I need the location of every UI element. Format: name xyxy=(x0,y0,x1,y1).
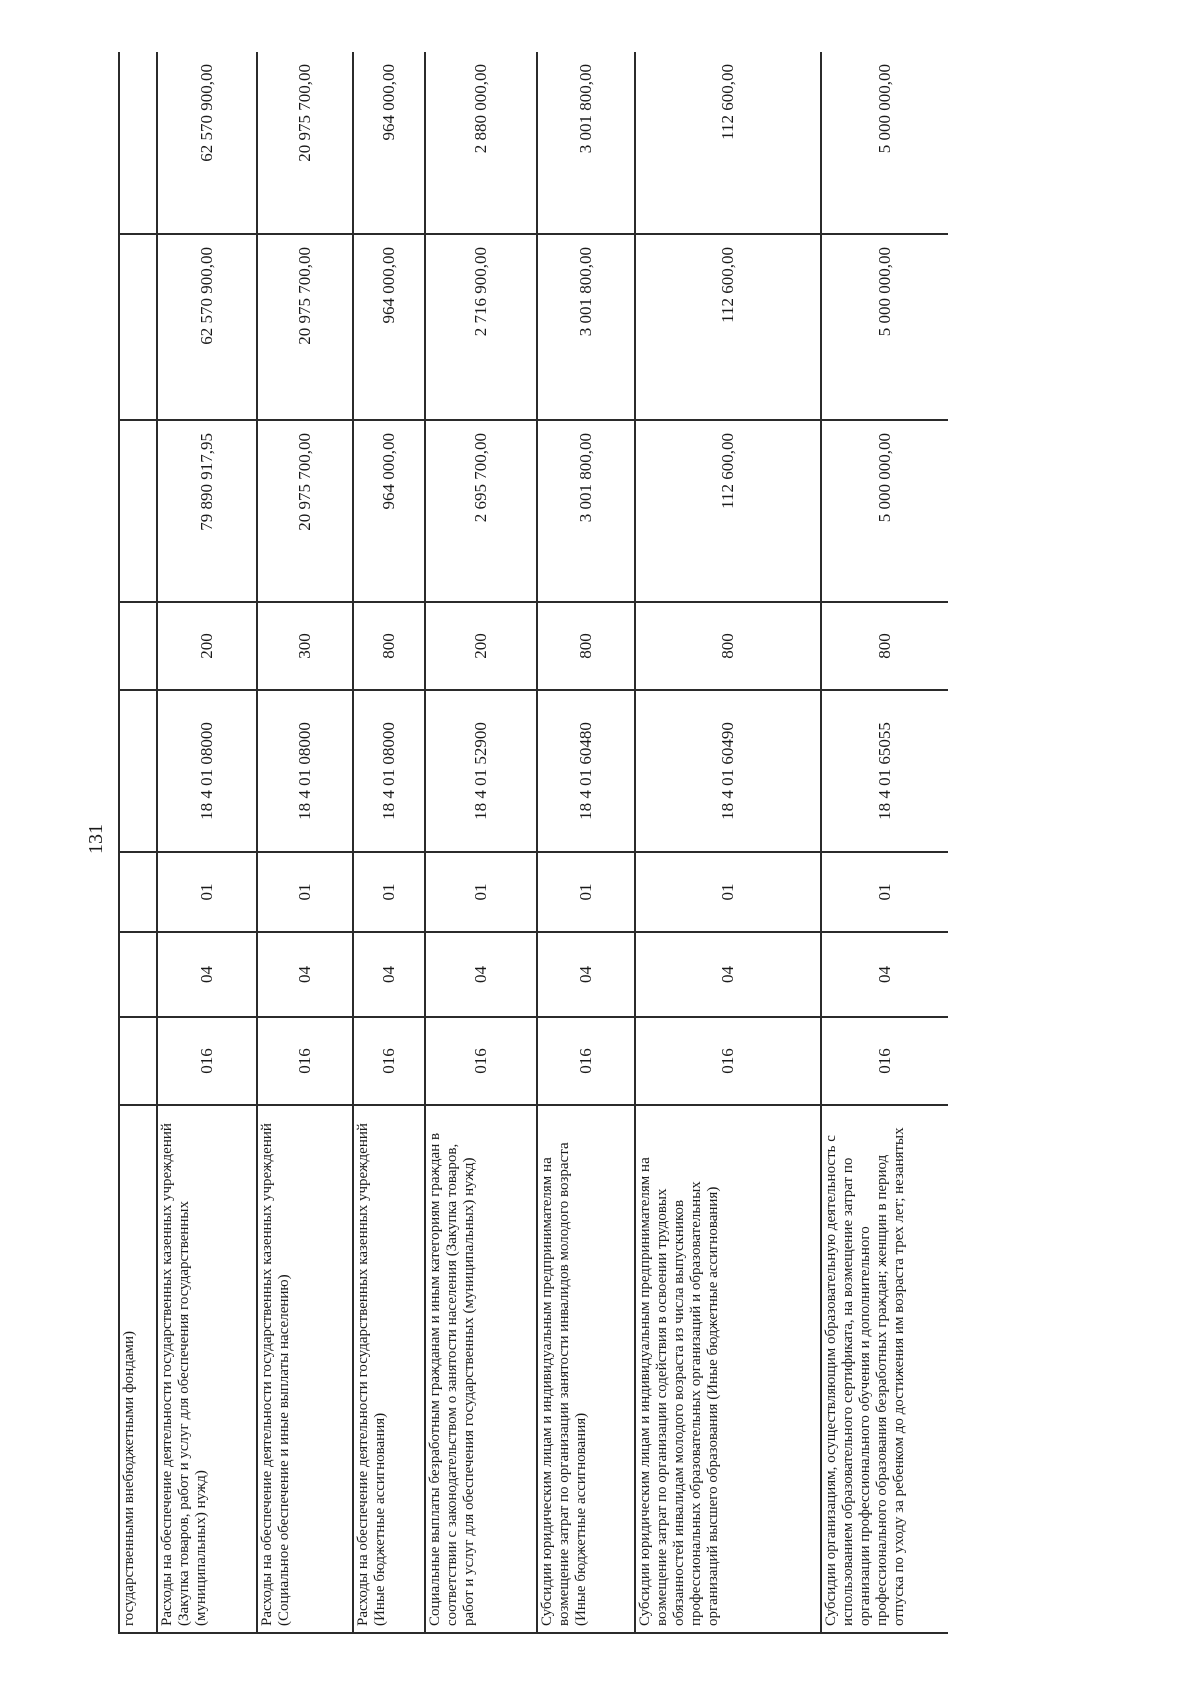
cell-grbs: 016 xyxy=(537,1017,635,1105)
row-name: Социальные выплаты безработным гражданам и иным категориям граждан в соответствии с законодательством о занятости населения (Закупка товаров, работ и услуг для обеспечения государственных (муниципальных) нужд) xyxy=(425,1105,537,1633)
budget-table-rotated xyxy=(118,52,948,1634)
cell-amount-1 xyxy=(119,420,157,602)
cell-razdel: 04 xyxy=(821,932,948,1017)
cell-expense-type: 800 xyxy=(353,602,425,690)
row-name: Расходы на обеспечение деятельности государственных казенных учреждений (Социальное обеспечение и иные выплаты населению) xyxy=(257,1105,353,1633)
cell-amount-1: 3 001 800,00 xyxy=(537,420,635,602)
cell-amount-3 xyxy=(119,52,157,234)
cell-amount-2: 5 000 000,00 xyxy=(821,234,948,420)
cell-razdel: 04 xyxy=(537,932,635,1017)
cell-podrazdel: 01 xyxy=(821,852,948,932)
cell-amount-2: 2 716 900,00 xyxy=(425,234,537,420)
table-row xyxy=(821,52,948,1633)
cell-razdel: 04 xyxy=(425,932,537,1017)
table-row xyxy=(353,52,425,1633)
cell-target-article: 18 4 01 60490 xyxy=(635,690,821,852)
cell-amount-1: 112 600,00 xyxy=(635,420,821,602)
cell-amount-1: 2 695 700,00 xyxy=(425,420,537,602)
cell-target-article xyxy=(119,690,157,852)
row-name: Субсидии юридическим лицам и индивидуальным предпринимателям на возмещение затрат по организации содействия в освоении трудовых обязанностей инвалидам молодого возраста из числа выпускников профессиональных образовательных организаций и образовательных организаций высшего образования (Иные бюджетные ассигнования) xyxy=(635,1105,821,1633)
cell-target-article: 18 4 01 52900 xyxy=(425,690,537,852)
cell-amount-2: 20 975 700,00 xyxy=(257,234,353,420)
row-name: Субсидии организациям, осуществляющим образовательную деятельность с использованием образовательного сертификата, на возмещение затрат по организации профессионального обучения и дополнительного профессионального образования безработных граждан; женщин в период отпуска по уходу за ребенком до достижения им возраста трех лет; незанятых xyxy=(821,1105,948,1633)
cell-grbs: 016 xyxy=(157,1017,257,1105)
cell-expense-type: 200 xyxy=(425,602,537,690)
cell-target-article: 18 4 01 08000 xyxy=(353,690,425,852)
cell-grbs: 016 xyxy=(821,1017,948,1105)
row-name: Расходы на обеспечение деятельности государственных казенных учреждений (Закупка товаров, работ и услуг для обеспечения государственных (муниципальных) нужд) xyxy=(157,1105,257,1633)
row-name: государственными внебюджетными фондами) xyxy=(119,1105,157,1633)
table-row xyxy=(157,52,257,1633)
cell-target-article: 18 4 01 60480 xyxy=(537,690,635,852)
cell-podrazdel: 01 xyxy=(425,852,537,932)
cell-razdel: 04 xyxy=(257,932,353,1017)
cell-grbs: 016 xyxy=(425,1017,537,1105)
cell-amount-3: 5 000 000,00 xyxy=(821,52,948,234)
table-row xyxy=(537,52,635,1633)
cell-amount-1: 79 890 917,95 xyxy=(157,420,257,602)
cell-razdel: 04 xyxy=(353,932,425,1017)
cell-amount-3: 3 001 800,00 xyxy=(537,52,635,234)
cell-grbs: 016 xyxy=(353,1017,425,1105)
cell-amount-2: 62 570 900,00 xyxy=(157,234,257,420)
cell-podrazdel xyxy=(119,852,157,932)
cell-razdel: 04 xyxy=(635,932,821,1017)
cell-amount-2 xyxy=(119,234,157,420)
cell-expense-type: 800 xyxy=(821,602,948,690)
cell-razdel xyxy=(119,932,157,1017)
cell-amount-3: 62 570 900,00 xyxy=(157,52,257,234)
cell-amount-2: 964 000,00 xyxy=(353,234,425,420)
table-row xyxy=(635,52,821,1633)
cell-podrazdel: 01 xyxy=(157,852,257,932)
table-row xyxy=(257,52,353,1633)
table-row xyxy=(425,52,537,1633)
cell-target-article: 18 4 01 08000 xyxy=(157,690,257,852)
cell-expense-type: 800 xyxy=(537,602,635,690)
cell-amount-3: 20 975 700,00 xyxy=(257,52,353,234)
cell-expense-type: 300 xyxy=(257,602,353,690)
page-number: 131 xyxy=(85,824,107,854)
budget-table-container xyxy=(118,52,948,1634)
cell-target-article: 18 4 01 65055 xyxy=(821,690,948,852)
cell-amount-1: 5 000 000,00 xyxy=(821,420,948,602)
cell-grbs xyxy=(119,1017,157,1105)
cell-expense-type xyxy=(119,602,157,690)
cell-grbs: 016 xyxy=(257,1017,353,1105)
cell-amount-1: 964 000,00 xyxy=(353,420,425,602)
cell-amount-2: 3 001 800,00 xyxy=(537,234,635,420)
cell-podrazdel: 01 xyxy=(353,852,425,932)
cell-expense-type: 200 xyxy=(157,602,257,690)
cell-grbs: 016 xyxy=(635,1017,821,1105)
row-name: Расходы на обеспечение деятельности государственных казенных учреждений (Иные бюджетные ассигнования) xyxy=(353,1105,425,1633)
table-row xyxy=(119,52,157,1633)
cell-podrazdel: 01 xyxy=(257,852,353,932)
cell-amount-2: 112 600,00 xyxy=(635,234,821,420)
cell-razdel: 04 xyxy=(157,932,257,1017)
cell-amount-3: 2 880 000,00 xyxy=(425,52,537,234)
budget-table xyxy=(118,52,948,1634)
cell-amount-3: 112 600,00 xyxy=(635,52,821,234)
cell-target-article: 18 4 01 08000 xyxy=(257,690,353,852)
cell-podrazdel: 01 xyxy=(635,852,821,932)
cell-expense-type: 800 xyxy=(635,602,821,690)
row-name: Субсидии юридическим лицам и индивидуальным предпринимателям на возмещение затрат по организации занятости инвалидов молодого возраста (Иные бюджетные ассигнования) xyxy=(537,1105,635,1633)
cell-podrazdel: 01 xyxy=(537,852,635,932)
cell-amount-1: 20 975 700,00 xyxy=(257,420,353,602)
cell-amount-3: 964 000,00 xyxy=(353,52,425,234)
